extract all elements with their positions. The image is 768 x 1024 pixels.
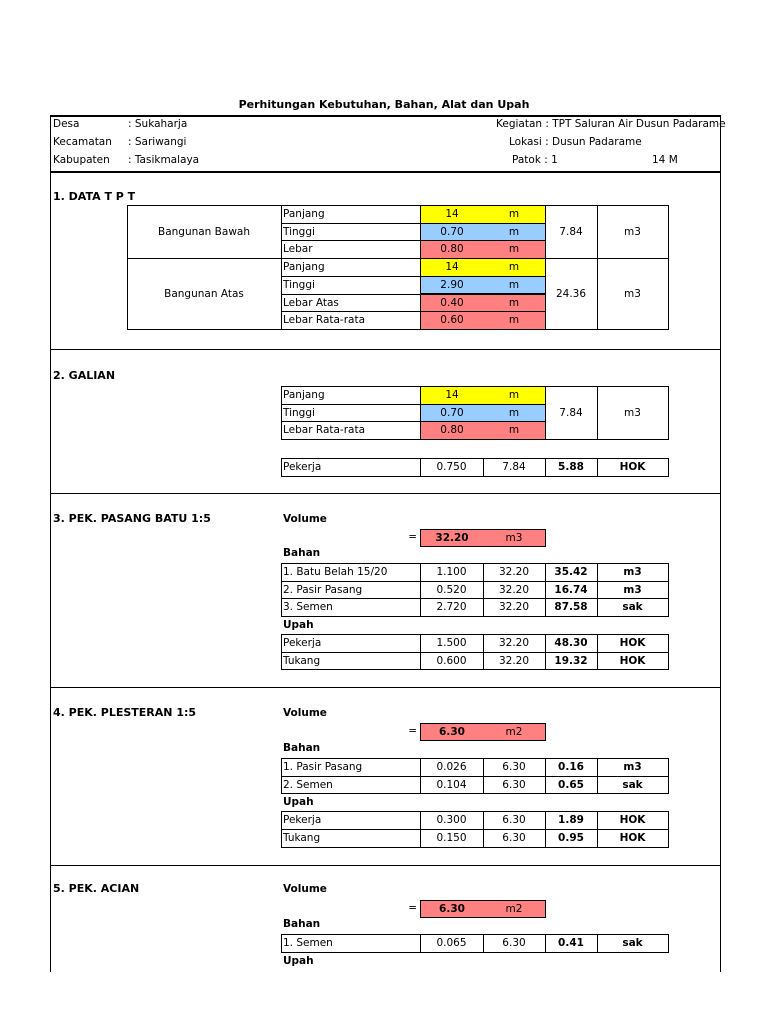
item-coef: 0.600 bbox=[436, 654, 467, 667]
dim-value: 0.80 bbox=[420, 422, 484, 440]
volume-equals: = bbox=[408, 902, 417, 914]
item-row-border bbox=[281, 758, 669, 759]
dim-unit: m bbox=[483, 405, 546, 423]
desa-label: Desa bbox=[53, 118, 80, 130]
item-coef: 0.150 bbox=[436, 831, 467, 844]
item-total: 35.42 bbox=[554, 566, 588, 578]
item-row-border bbox=[281, 563, 669, 564]
item-col-border bbox=[597, 563, 598, 617]
item-bottom-border bbox=[281, 616, 669, 617]
volume-equals: = bbox=[408, 531, 417, 543]
item-volume: 7.84 bbox=[502, 461, 526, 473]
item-coef: 2.720 bbox=[436, 601, 467, 614]
item-col-border bbox=[597, 458, 598, 477]
item-name: 2. Semen bbox=[283, 778, 333, 791]
item-row-border bbox=[281, 776, 669, 777]
galian-unit: m3 bbox=[624, 406, 641, 419]
item-bottom-border bbox=[281, 476, 669, 477]
item-unit: sak bbox=[622, 601, 643, 614]
item-col-border bbox=[483, 563, 484, 617]
volume-value: 32.20 bbox=[420, 529, 484, 547]
item-total: 0.65 bbox=[558, 778, 584, 791]
header-bottom-border bbox=[50, 171, 721, 173]
page-right-border bbox=[720, 115, 721, 972]
upah-label: Upah bbox=[283, 796, 314, 809]
item-col-border bbox=[420, 458, 421, 477]
volume-unit: m3 bbox=[483, 529, 546, 547]
item-col-border bbox=[597, 758, 598, 794]
item-name: Pekerja bbox=[283, 636, 322, 649]
item-col-border bbox=[545, 563, 546, 617]
kabupaten-label: Kabupaten bbox=[53, 154, 110, 166]
lokasi-text: Lokasi : Dusun Padarame bbox=[509, 136, 642, 148]
dim-name: Tinggi bbox=[283, 406, 315, 419]
item-col-border bbox=[420, 934, 421, 953]
item-col-border bbox=[281, 458, 282, 477]
item-col-border bbox=[597, 634, 598, 670]
kecamatan-value: : Sariwangi bbox=[128, 136, 187, 148]
item-col-border bbox=[483, 934, 484, 953]
item-name: Pekerja bbox=[283, 461, 322, 473]
item-bottom-border bbox=[281, 669, 669, 670]
item-col-border bbox=[597, 811, 598, 847]
item-col-border bbox=[545, 458, 546, 477]
volume-unit: m2 bbox=[483, 900, 546, 918]
item-unit: sak bbox=[622, 937, 643, 949]
item-col-border bbox=[545, 758, 546, 794]
section-separator bbox=[50, 687, 721, 688]
item-col-border bbox=[668, 634, 669, 670]
item-coef: 0.300 bbox=[436, 814, 467, 827]
item-name: 1. Semen bbox=[283, 937, 333, 949]
item-unit: sak bbox=[622, 778, 643, 791]
item-volume: 6.30 bbox=[502, 937, 526, 949]
item-name: Tukang bbox=[283, 831, 321, 844]
item-col-border bbox=[281, 634, 282, 670]
item-col-border bbox=[281, 563, 282, 617]
volume-unit: m2 bbox=[483, 723, 546, 741]
item-volume: 6.30 bbox=[502, 761, 526, 773]
dim-unit: m bbox=[483, 206, 546, 224]
item-total: 16.74 bbox=[554, 583, 588, 596]
item-unit: m3 bbox=[623, 583, 642, 596]
item-name: Tukang bbox=[283, 654, 321, 667]
item-col-border bbox=[668, 458, 669, 477]
item-row-border bbox=[281, 458, 669, 459]
item-volume: 6.30 bbox=[502, 778, 526, 791]
volume-label: Volume bbox=[283, 883, 327, 895]
item-col-border bbox=[420, 563, 421, 617]
group-label: Bangunan Atas bbox=[164, 287, 244, 300]
item-name: 2. Pasir Pasang bbox=[283, 583, 363, 596]
item-unit: HOK bbox=[619, 461, 646, 473]
item-volume: 32.20 bbox=[498, 654, 530, 667]
section-heading: 3. PEK. PASANG BATU 1:5 bbox=[53, 512, 211, 525]
item-col-border bbox=[668, 563, 669, 617]
item-col-border bbox=[545, 811, 546, 847]
galian-result: 7.84 bbox=[559, 406, 583, 419]
item-name: 1. Batu Belah 15/20 bbox=[283, 566, 388, 578]
patok-length: 14 M bbox=[652, 154, 678, 166]
dim-value: 0.70 bbox=[420, 405, 484, 423]
item-coef: 0.065 bbox=[436, 937, 467, 949]
item-total: 19.32 bbox=[554, 654, 588, 667]
item-volume: 6.30 bbox=[502, 831, 526, 844]
dim-unit: m bbox=[483, 241, 546, 259]
item-row-border bbox=[281, 811, 669, 812]
item-name: 1. Pasir Pasang bbox=[283, 761, 363, 773]
item-volume: 32.20 bbox=[498, 636, 530, 649]
item-total: 48.30 bbox=[554, 636, 588, 649]
item-unit: HOK bbox=[619, 636, 646, 649]
section-2-heading: 2. GALIAN bbox=[53, 369, 116, 382]
item-row-border bbox=[281, 581, 669, 582]
item-col-border bbox=[420, 634, 421, 670]
dim-unit: m bbox=[483, 312, 546, 330]
item-col-border bbox=[483, 811, 484, 847]
item-coef: 0.750 bbox=[436, 461, 467, 473]
item-name: Pekerja bbox=[283, 814, 322, 827]
dim-value: 14 bbox=[420, 387, 484, 405]
dim-unit: m bbox=[483, 295, 546, 313]
group-unit: m3 bbox=[624, 287, 641, 300]
dim-name: Tinggi bbox=[283, 225, 315, 238]
item-name: 3. Semen bbox=[283, 601, 333, 614]
kabupaten-value: : Tasikmalaya bbox=[128, 154, 200, 166]
item-volume: 6.30 bbox=[502, 814, 526, 827]
dim-bottom-border bbox=[281, 329, 546, 330]
upah-label: Upah bbox=[283, 954, 314, 967]
volume-label: Volume bbox=[283, 513, 327, 525]
item-col-border bbox=[545, 934, 546, 953]
bahan-label: Bahan bbox=[283, 742, 321, 754]
bahan-label: Bahan bbox=[283, 918, 321, 930]
item-volume: 32.20 bbox=[498, 566, 530, 578]
item-col-border bbox=[668, 758, 669, 794]
item-bottom-border bbox=[281, 793, 669, 794]
kecamatan-label: Kecamatan bbox=[53, 136, 112, 148]
dim-value: 2.90 bbox=[420, 277, 484, 295]
dim-name: Panjang bbox=[283, 261, 325, 274]
dim-name: Lebar Rata-rata bbox=[283, 424, 366, 437]
upah-label: Upah bbox=[283, 619, 314, 632]
desa-value: : Sukaharja bbox=[128, 118, 188, 130]
volume-value: 6.30 bbox=[420, 900, 484, 918]
group-unit: m3 bbox=[624, 225, 641, 238]
item-coef: 0.026 bbox=[436, 761, 467, 773]
bahan-label: Bahan bbox=[283, 547, 321, 559]
dim-value: 14 bbox=[420, 259, 484, 277]
item-bottom-border bbox=[281, 952, 669, 953]
item-col-border bbox=[483, 458, 484, 477]
item-col-border bbox=[281, 811, 282, 847]
group-result: 24.36 bbox=[555, 287, 587, 300]
item-row-border bbox=[281, 634, 669, 635]
volume-equals: = bbox=[408, 725, 417, 737]
section-heading: 4. PEK. PLESTERAN 1:5 bbox=[53, 706, 197, 719]
dim-name: Panjang bbox=[283, 389, 325, 401]
item-unit: HOK bbox=[619, 814, 646, 827]
group-label: Bangunan Bawah bbox=[157, 225, 250, 238]
group-result: 7.84 bbox=[559, 225, 583, 238]
dim-unit: m bbox=[483, 387, 546, 405]
item-col-border bbox=[483, 634, 484, 670]
item-row-border bbox=[281, 652, 669, 653]
item-total: 0.16 bbox=[558, 761, 584, 773]
item-col-border bbox=[483, 758, 484, 794]
section-separator bbox=[50, 349, 721, 350]
item-bottom-border bbox=[281, 847, 669, 848]
item-unit: m3 bbox=[623, 566, 642, 578]
item-coef: 0.104 bbox=[436, 778, 467, 791]
page-title: Perhitungan Kebutuhan, Bahan, Alat dan Upah bbox=[238, 98, 530, 111]
item-col-border bbox=[668, 811, 669, 847]
item-total: 0.41 bbox=[558, 937, 584, 949]
section-separator bbox=[50, 493, 721, 494]
section-separator bbox=[50, 865, 721, 866]
item-col-border bbox=[545, 634, 546, 670]
dim-value: 0.80 bbox=[420, 241, 484, 259]
kegiatan-text: Kegiatan : TPT Saluran Air Dusun Padarame bbox=[496, 118, 726, 130]
dim-value: 0.40 bbox=[420, 295, 484, 313]
item-row-border bbox=[281, 934, 669, 935]
item-col-border bbox=[281, 934, 282, 953]
dim-left-border bbox=[281, 386, 282, 440]
item-col-border bbox=[420, 811, 421, 847]
dim-name: Panjang bbox=[283, 208, 325, 220]
dim-unit: m bbox=[483, 224, 546, 242]
item-volume: 32.20 bbox=[498, 583, 530, 596]
dim-name: Lebar Atas bbox=[283, 296, 339, 309]
item-col-border bbox=[420, 758, 421, 794]
item-total: 0.95 bbox=[558, 831, 584, 844]
item-unit: m3 bbox=[623, 761, 642, 773]
section-1-heading: 1. DATA T P T bbox=[53, 190, 136, 203]
dim-name: Lebar Rata-rata bbox=[283, 314, 366, 327]
item-coef: 0.520 bbox=[436, 583, 467, 596]
page-left-border bbox=[50, 115, 51, 972]
dim-bottom-border bbox=[281, 439, 546, 440]
item-coef: 1.500 bbox=[436, 636, 467, 649]
item-total: 1.89 bbox=[558, 814, 584, 827]
item-col-border bbox=[281, 758, 282, 794]
volume-value: 6.30 bbox=[420, 723, 484, 741]
dim-value: 0.60 bbox=[420, 312, 484, 330]
volume-label: Volume bbox=[283, 707, 327, 719]
dim-name: Lebar bbox=[283, 243, 313, 256]
item-coef: 1.100 bbox=[436, 566, 467, 578]
item-volume: 32.20 bbox=[498, 601, 530, 614]
dim-name: Tinggi bbox=[283, 278, 315, 291]
item-row-border bbox=[281, 829, 669, 830]
item-row-border bbox=[281, 598, 669, 599]
dim-unit: m bbox=[483, 277, 546, 295]
item-total: 87.58 bbox=[554, 601, 588, 614]
patok-text: Patok : 1 bbox=[512, 154, 558, 166]
dim-value: 14 bbox=[420, 206, 484, 224]
dim-unit: m bbox=[483, 259, 546, 277]
dim-value: 0.70 bbox=[420, 224, 484, 242]
item-unit: HOK bbox=[619, 654, 646, 667]
item-unit: HOK bbox=[619, 831, 646, 844]
item-col-border bbox=[668, 934, 669, 953]
item-col-border bbox=[597, 934, 598, 953]
item-total: 5.88 bbox=[558, 461, 584, 473]
dim-unit: m bbox=[483, 422, 546, 440]
section-heading: 5. PEK. ACIAN bbox=[53, 882, 140, 895]
